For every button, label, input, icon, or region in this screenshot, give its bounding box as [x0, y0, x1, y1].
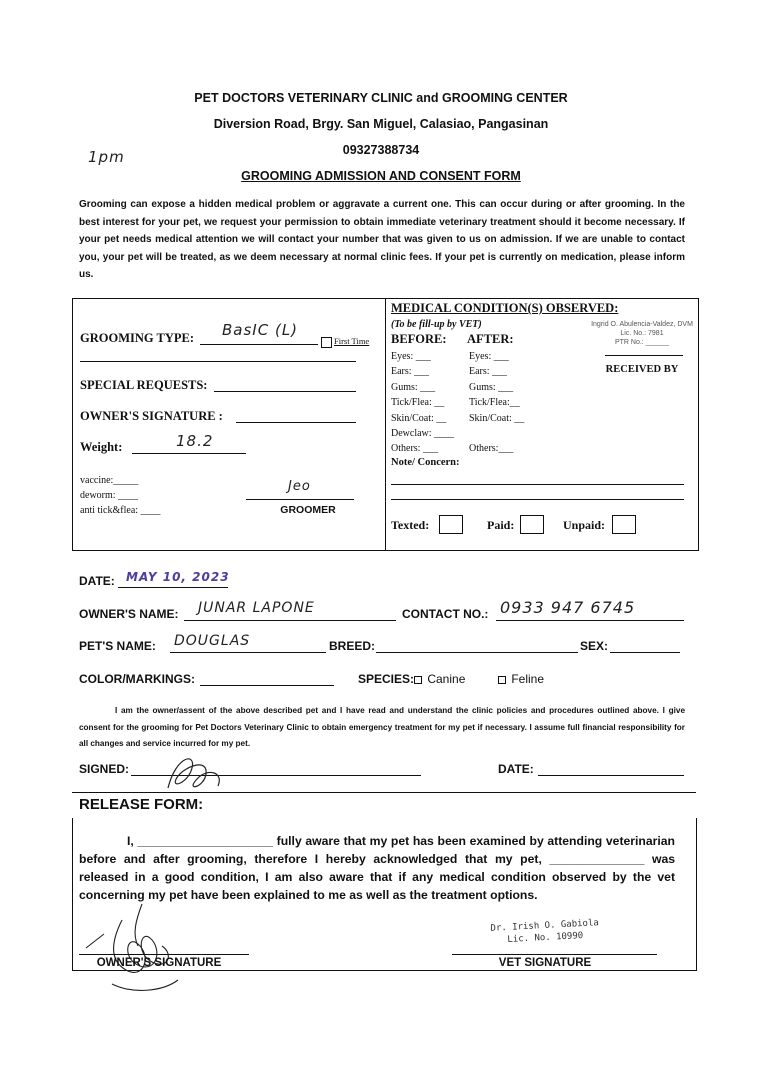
date-stamp-value[interactable]: MAY 10, 2023: [126, 570, 230, 584]
vet-stamp-lic: Lic. No. 10990: [507, 931, 584, 945]
intro-paragraph: Grooming can expose a hidden medical problem or aggravate a current one. This can occur during or after grooming. In the best interest for your pet, we request your permission to obtain immediate veterinary treatment should it become necessary. If your pet needs medical attention we will contact your number that was given to us on admission. If we are unable to contact you, your pet will be treated, as we deem necessary at normal clinic fees. If your pet is currently on medication, please inform us.: [79, 199, 685, 280]
clinic-phone: 09327388734: [342, 143, 420, 157]
breed-line[interactable]: [376, 652, 578, 653]
paid-checkbox[interactable]: [520, 515, 544, 534]
stamp-line: PTR No.: ______: [614, 339, 670, 346]
before-item[interactable]: Eyes: ___: [391, 351, 431, 362]
unpaid-checkbox[interactable]: [612, 515, 636, 534]
clinic-name: PET DOCTORS VETERINARY CLINIC and GROOMING CENTER: [194, 91, 568, 105]
groomer-line: [246, 499, 354, 500]
clinic-address: Diversion Road, Brgy. San Miguel, Calasiao, Pangasinan: [213, 117, 549, 131]
texted-label: Texted:: [391, 518, 430, 532]
pet-name-value[interactable]: DOUGLAS: [174, 633, 251, 649]
antitick-field[interactable]: anti tick&flea: ____: [80, 505, 161, 516]
release-owner-signature-scribble: [82, 900, 192, 996]
medical-title: MEDICAL CONDITION(S) OBSERVED:: [391, 301, 619, 315]
release-paragraph: I, ____________________ fully aware that my pet has been examined by attending veterinarian before and after grooming, therefore I hereby acknowledged that my pet, ______________ was released in a good condition, I am also aware that if any medical condition observed by the vet concerning my pet have been explained to me as well as the treatment options.: [79, 834, 675, 902]
paid-label: Paid:: [487, 518, 515, 532]
pet-name-line: [170, 652, 326, 653]
after-item[interactable]: Others:___: [469, 443, 514, 455]
after-item[interactable]: Tick/Flea:__: [469, 397, 520, 409]
vet-signature-line[interactable]: [452, 954, 657, 955]
form-title: GROOMING ADMISSION AND CONSENT FORM: [241, 169, 521, 183]
before-label: BEFORE:: [391, 332, 447, 346]
owner-name-label: OWNER'S NAME:: [79, 607, 179, 621]
vet-stamp-name: Dr. Irish O. Gabiola: [490, 918, 600, 934]
weight-value[interactable]: 18.2: [176, 432, 214, 450]
release-right-border: [696, 818, 697, 971]
owner-name-value[interactable]: JUNAR LAPONE: [198, 600, 315, 616]
canine-label: Canine: [427, 672, 466, 686]
first-time-checkbox[interactable]: [321, 336, 369, 348]
feline-label: Feline: [511, 672, 545, 686]
note-label: Note/ Concern:: [391, 457, 460, 468]
signed-label: SIGNED:: [79, 762, 130, 776]
before-item[interactable]: Skin/Coat: __: [391, 412, 447, 424]
vet-signature-label: VET SIGNATURE: [498, 957, 592, 969]
breed-label: BREED:: [329, 639, 376, 653]
note-line-2[interactable]: [391, 499, 684, 500]
owner-signature-scribble: [148, 748, 238, 796]
pet-name-label: PET'S NAME:: [79, 639, 156, 653]
after-label: AFTER:: [467, 332, 514, 346]
vet-stamp: [588, 320, 696, 347]
consent-paragraph: I am the owner/assent of the above described pet and I have read and understand the clinic policies and procedures outlined above. I give consent for the grooming for Pet Doctors Veterinary Clinic to obtain emergency treatment for my pet if necessary. I assume full financial responsibility for all changes and service incurred for my pet.: [79, 706, 685, 748]
date2-label: DATE:: [498, 762, 534, 776]
canine-option[interactable]: [414, 672, 465, 686]
release-title: RELEASE FORM:: [79, 796, 204, 813]
owner-signature-release-line[interactable]: [79, 954, 249, 955]
owner-signature-label: OWNER'S SIGNATURE :: [80, 409, 223, 423]
sex-line[interactable]: [610, 652, 680, 653]
before-item[interactable]: Tick/Flea: __: [391, 397, 445, 409]
sex-label: SEX:: [580, 639, 609, 653]
contact-line: [496, 620, 684, 621]
received-by-label: RECEIVED BY: [605, 364, 679, 375]
color-line[interactable]: [200, 685, 334, 686]
contact-label: CONTACT NO.:: [402, 607, 489, 621]
groomer-value[interactable]: Jeo: [288, 479, 311, 494]
unpaid-label: Unpaid:: [563, 518, 606, 532]
species-label: SPECIES:: [358, 672, 415, 686]
grooming-type-label: GROOMING TYPE:: [80, 331, 195, 345]
special-requests-label: SPECIAL REQUESTS:: [80, 378, 208, 392]
stamp-line: Lic. No.: 7981: [620, 330, 664, 337]
before-list: [391, 349, 454, 457]
groomer-label: GROOMER: [280, 504, 336, 516]
date-line: [118, 587, 228, 588]
before-item[interactable]: Gums: ___: [391, 381, 436, 393]
first-time-label: First Time: [334, 336, 370, 346]
after-list: [469, 349, 524, 456]
deworm-field[interactable]: deworm: ____: [80, 490, 139, 501]
grooming-type-line: [200, 344, 318, 345]
after-item[interactable]: [469, 426, 524, 441]
owner-name-line: [184, 620, 396, 621]
before-item[interactable]: Dewclaw: ____: [391, 428, 455, 440]
weight-line: [132, 453, 246, 454]
date-label: DATE:: [79, 574, 115, 588]
column-divider: [385, 298, 386, 550]
feline-option[interactable]: [498, 672, 544, 686]
after-item[interactable]: Eyes: ___: [469, 351, 509, 362]
release-owner-signature-label: OWNER'S SIGNATURE: [96, 957, 222, 969]
release-top-line: [72, 792, 696, 793]
date2-line[interactable]: [538, 775, 684, 776]
after-item[interactable]: Gums: ___: [469, 381, 514, 393]
weight-label: Weight:: [80, 440, 123, 454]
stamp-line: Ingrid O. Abulencia-Valdez, DVM: [591, 321, 693, 328]
grooming-type-value[interactable]: BasIC (L): [222, 321, 299, 339]
after-item[interactable]: Ears: ___: [469, 366, 508, 378]
before-item[interactable]: Ears: ___: [391, 366, 430, 378]
after-item[interactable]: Skin/Coat: __: [469, 412, 525, 424]
handwritten-time: 1pm: [88, 148, 125, 166]
grooming-extra-line: [80, 361, 356, 362]
medical-subtitle: (To be fill-up by VET): [391, 319, 482, 330]
note-line-1[interactable]: [391, 484, 684, 485]
texted-checkbox[interactable]: [439, 515, 463, 534]
color-label: COLOR/MARKINGS:: [79, 672, 195, 686]
special-requests-line[interactable]: [214, 391, 356, 392]
vet-release-stamp: [489, 917, 600, 947]
vaccine-field[interactable]: vaccine:_____: [80, 475, 139, 486]
before-item[interactable]: Others: ___: [391, 443, 438, 455]
contact-value[interactable]: 0933 947 6745: [500, 598, 636, 617]
release-left-border: [72, 818, 73, 971]
received-by-line: [605, 355, 683, 356]
owner-signature-line[interactable]: [236, 422, 356, 423]
